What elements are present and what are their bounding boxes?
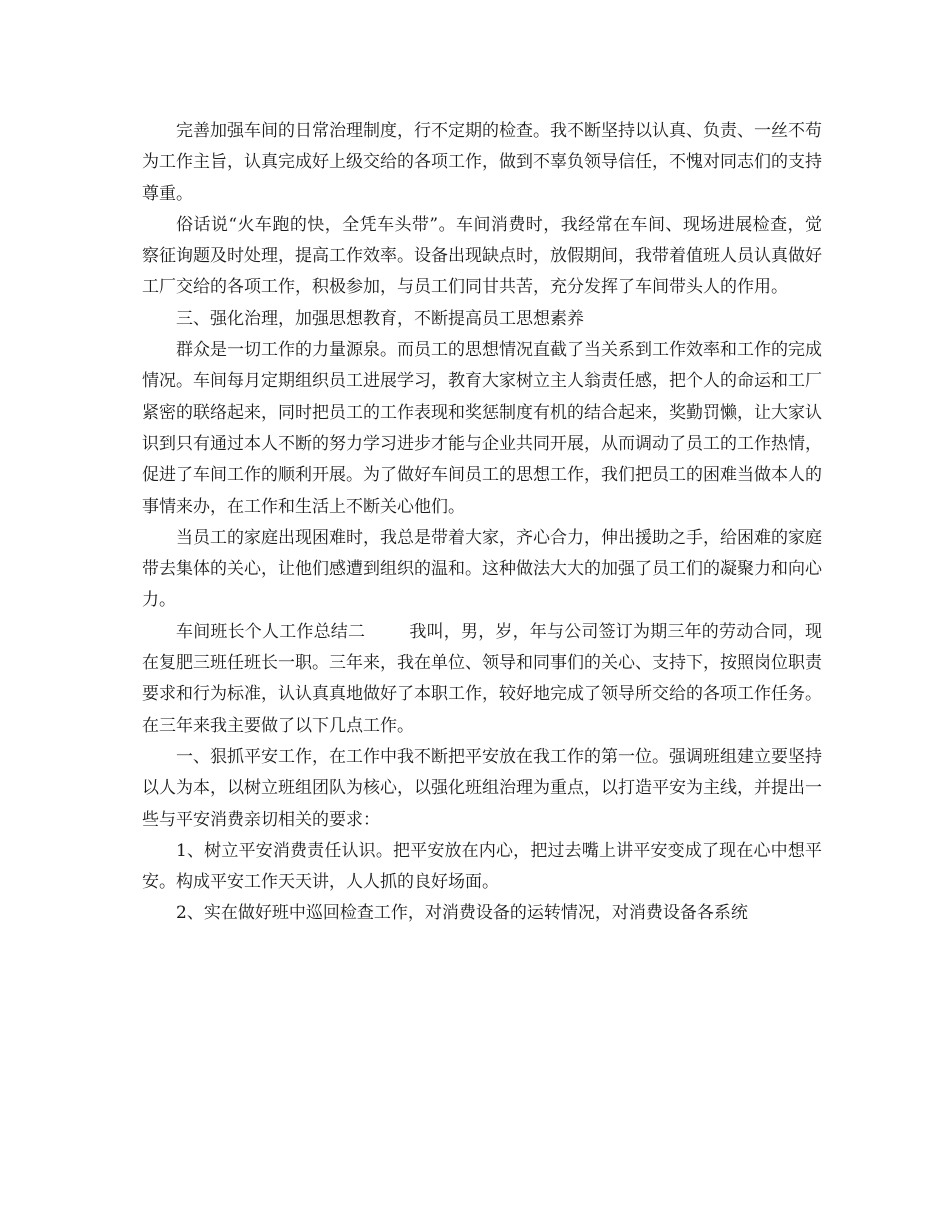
paragraph-1-text: 完善加强车间的日常治理制度，行不定期的检查。我不断坚持以认真、负责、一丝不苟为工作主旨，认真完成好上级交给的各项工作，做到不辜负领导信任，不愧对同志们的支持尊重。 (142, 121, 822, 204)
paragraph-2-text: 俗话说“火车跑的快，全凭车头带”。车间消费时，我经常在车间、现场进展检查，觉察征询题及时处理，提高工作效率。设备出现缺点时，放假期间，我带着值班人员认真做好工厂交给的各项工作，积极参加，与员工们同甘共苦，充分发挥了车间带头人的作用。 (142, 214, 822, 298)
paragraph-1 (142, 116, 822, 210)
paragraph-8-text: 1、树立平安消费责任认识。把平安放在内心，把过去嘴上讲平安变成了现在心中想平安。构成平安工作天天讲，人人抓的良好场面。 (142, 840, 822, 893)
section-heading-3-text: 三、强化治理，加强思想教育，不断提高员工思想素养 (176, 308, 584, 329)
paragraph-6 (142, 617, 822, 742)
section-heading-3 (142, 304, 822, 335)
paragraph-6-text: 我叫，男，岁，年与公司签订为期三年的劳动合同，现在复肥三班任班长一职。三年来，我在单位、领导和同事们的关心、支持下，按照岗位职责要求和行为标准，认认真真地做好了本职工作，较好地完成了领导所交给的各项工作任务。在三年来我主要做了以下几点工作。 (142, 621, 823, 736)
paragraph-5-text: 当员工的家庭出现困难时，我总是带着大家，齐心合力，伸出援助之手，给困难的家庭带去集体的关心，让他们感遭到组织的温和。这种做法大大的加强了员工们的凝聚力和向心力。 (142, 527, 822, 611)
paragraph-9-text: 2、实在做好班中巡回检查工作，对消费设备的运转情况，对消费设备各系统 (176, 903, 748, 924)
paragraph-7-text: 一、狠抓平安工作，在工作中我不断把平安放在我工作的第一位。强调班组建立要坚持以人为本，以树立班组团队为核心，以强化班组治理为重点，以打造平安为主线，并提出一些与平安消费亲切相关的要求： (142, 746, 822, 830)
paragraph-4-text: 群众是一切工作的力量源泉。而员工的思想情况直截了当关系到工作效率和工作的完成情况。车间每月定期组织员工进展学习，教育大家树立主人翁责任感，把个人的命运和工厂紧密的联络起来，同时把员工的工作表现和奖惩制度有机的结合起来，奖勤罚懒，让大家认识到只有通过本人不断的努力学习进步才能与企业共同开展，从而调动了员工的工作热情，促进了车间工作的顺利开展。为了做好车间员工的思想工作，我们把员工的困难当做本人的事情来办，在工作和生活上不断关心他们。 (142, 340, 822, 517)
paragraph-9 (142, 898, 822, 929)
paragraph-4 (142, 335, 822, 523)
paragraph-8 (142, 836, 822, 899)
paragraph-7 (142, 742, 822, 836)
paragraph-5 (142, 523, 822, 617)
document-body (142, 116, 822, 930)
paragraph-2 (142, 210, 822, 304)
summary-title: 车间班长个人工作总结二 (176, 621, 366, 642)
